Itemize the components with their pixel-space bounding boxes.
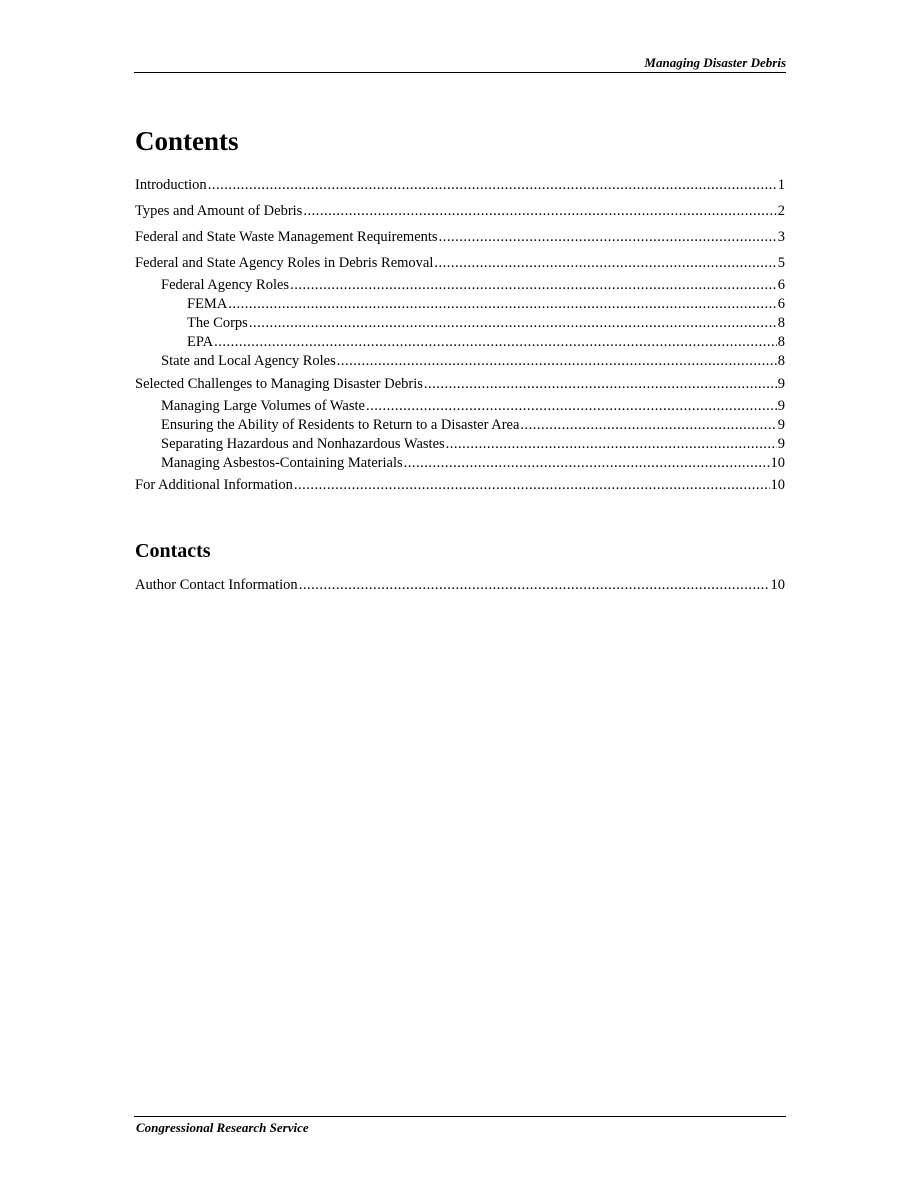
toc-entry-label: For Additional Information <box>135 477 293 493</box>
toc-entry-author-contact[interactable] <box>135 576 785 595</box>
toc-page-number: 9 <box>777 398 785 414</box>
footer-rule <box>134 1116 786 1117</box>
dot-leader <box>520 416 776 435</box>
toc-entry-residents-return[interactable] <box>161 416 785 435</box>
toc-page-number: 10 <box>770 455 785 471</box>
toc-entry-label: Ensuring the Ability of Residents to Return to a Disaster Area <box>161 417 520 433</box>
toc-page-number: 6 <box>777 296 785 312</box>
toc-entry-label: FEMA <box>187 296 228 312</box>
toc-entry-introduction[interactable] <box>135 176 785 195</box>
contents-heading: Contents <box>135 126 239 156</box>
dot-leader <box>439 228 777 247</box>
toc-entry-label: Separating Hazardous and Nonhazardous Wastes <box>161 436 445 452</box>
toc-page-number: 10 <box>770 577 785 593</box>
toc-page-number: 8 <box>777 353 785 369</box>
running-footer: Congressional Research Service <box>136 1120 309 1135</box>
toc-entry-selected-challenges[interactable] <box>135 375 785 394</box>
dot-leader <box>366 397 777 416</box>
dot-leader <box>214 333 777 352</box>
toc-entry-label: State and Local Agency Roles <box>161 353 336 369</box>
dot-leader <box>249 314 777 333</box>
toc-entry-agency-roles[interactable] <box>135 254 785 273</box>
toc-page-number: 9 <box>777 417 785 433</box>
toc-entry-label: Federal and State Agency Roles in Debris Removal <box>135 255 434 271</box>
toc-entry-state-local-roles[interactable] <box>161 352 785 371</box>
toc-page-number: 10 <box>770 477 785 493</box>
dot-leader <box>303 202 776 221</box>
toc-entry-the-corps[interactable] <box>187 314 785 333</box>
toc-entry-types-and-amount[interactable] <box>135 202 785 221</box>
dot-leader <box>228 295 776 314</box>
dot-leader <box>299 576 770 595</box>
dot-leader <box>434 254 776 273</box>
toc-entry-label: Selected Challenges to Managing Disaster Debris <box>135 376 423 392</box>
toc-entry-label: Managing Large Volumes of Waste <box>161 398 365 414</box>
dot-leader <box>404 454 770 473</box>
dot-leader <box>290 276 777 295</box>
header-rule <box>134 72 786 73</box>
toc-entry-label: Types and Amount of Debris <box>135 203 303 219</box>
toc-page-number: 6 <box>777 277 785 293</box>
toc-entry-fema[interactable] <box>187 295 785 314</box>
toc-entry-label: Author Contact Information <box>135 577 298 593</box>
dot-leader <box>208 176 777 195</box>
toc-page-number: 1 <box>777 177 785 193</box>
toc-entry-epa[interactable] <box>187 333 785 352</box>
toc-page-number: 9 <box>777 376 785 392</box>
toc-entry-label: Federal Agency Roles <box>161 277 290 293</box>
toc-entry-label: The Corps <box>187 315 248 331</box>
toc-entry-federal-agency-roles[interactable] <box>161 276 785 295</box>
toc-page-number: 5 <box>777 255 785 271</box>
toc-page-number: 8 <box>777 334 785 350</box>
contacts-heading: Contacts <box>135 540 211 562</box>
dot-leader <box>446 435 777 454</box>
toc-page-number: 3 <box>777 229 785 245</box>
dot-leader <box>294 476 770 495</box>
toc-entry-label: Introduction <box>135 177 207 193</box>
dot-leader <box>424 375 777 394</box>
running-header: Managing Disaster Debris <box>644 55 786 70</box>
toc-entry-additional-information[interactable] <box>135 476 785 495</box>
toc-entry-label: EPA <box>187 334 214 350</box>
toc-entry-hazardous-wastes[interactable] <box>161 435 785 454</box>
toc-page-number: 2 <box>777 203 785 219</box>
toc-entry-requirements[interactable] <box>135 228 785 247</box>
dot-leader <box>337 352 777 371</box>
toc-entry-label: Managing Asbestos-Containing Materials <box>161 455 403 471</box>
toc-page-number: 9 <box>777 436 785 452</box>
toc-entry-large-volumes[interactable] <box>161 397 785 416</box>
toc-page-number: 8 <box>777 315 785 331</box>
toc-entry-label: Federal and State Waste Management Requirements <box>135 229 438 245</box>
toc-entry-asbestos[interactable] <box>161 454 785 473</box>
